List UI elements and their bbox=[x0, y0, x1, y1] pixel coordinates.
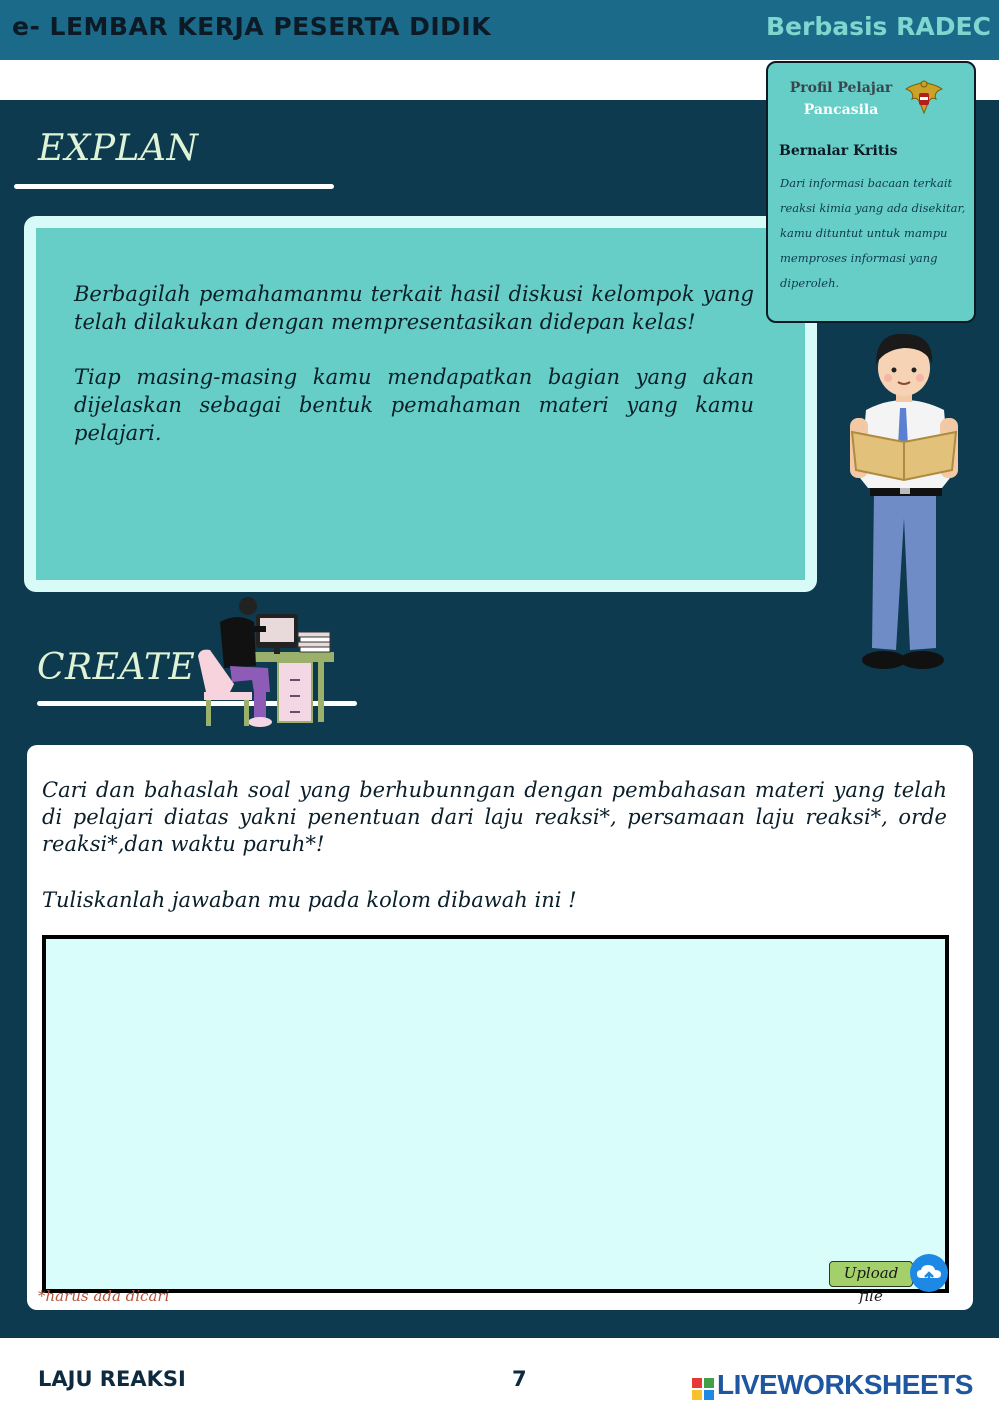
create-paragraph-2: Tuliskanlah jawaban mu pada kolom dibawah ini ! bbox=[42, 888, 577, 912]
profil-description: Dari informasi bacaan terkait reaksi kimia yang ada disekitar, kamu dituntut untuk mampu memproses informasi yang diperoleh. bbox=[780, 176, 966, 290]
answer-textarea[interactable] bbox=[42, 935, 949, 1293]
profil-title-line1: Profil Pelajar bbox=[789, 80, 893, 96]
liveworksheets-brand: LIVEWORKSHEETS bbox=[717, 1369, 973, 1400]
garuda-emblem-icon bbox=[902, 75, 946, 119]
explan-paragraph-2: Tiap masing-masing kamu mendapatkan bagian yang akan dijelaskan sebagai bentuk pemahaman materi yang kamu pelajari. bbox=[74, 365, 754, 445]
explan-underline bbox=[14, 184, 334, 189]
explan-heading: EXPLAN bbox=[38, 128, 199, 169]
student-reading-illustration bbox=[846, 328, 962, 674]
create-heading: CREATE bbox=[37, 647, 196, 688]
footer-topic: LAJU REAKSI bbox=[38, 1367, 186, 1391]
header-bar bbox=[0, 0, 999, 60]
upload-file-button[interactable]: Upload file bbox=[829, 1261, 913, 1287]
liveworksheets-logo-icon bbox=[692, 1378, 714, 1400]
explan-instructions bbox=[74, 280, 754, 474]
document-title: e- LEMBAR KERJA PESERTA DIDIK bbox=[12, 12, 492, 41]
profil-title bbox=[780, 77, 902, 121]
page-number: 7 bbox=[512, 1367, 527, 1391]
cloud-upload-icon bbox=[910, 1254, 948, 1292]
profil-pelajar-card bbox=[766, 61, 976, 323]
worker-at-desk-illustration bbox=[194, 596, 336, 728]
footnote: *harus ada dicari bbox=[38, 1287, 170, 1305]
upload-cloud-button[interactable] bbox=[910, 1254, 948, 1292]
create-paragraph-1: Cari dan bahaslah soal yang berhubunngan dengan pembahasan materi yang telah di pelajari diatas yakni penentuan dari laju reaksi*, persamaan laju reaksi*, orde reaksi*,dan waktu paruh*! bbox=[42, 778, 947, 856]
create-instructions bbox=[42, 777, 947, 943]
profil-title-line2: Pancasila bbox=[803, 102, 879, 118]
method-badge: Berbasis RADEC bbox=[766, 12, 991, 41]
profil-subtitle: Bernalar Kritis bbox=[779, 143, 898, 159]
explan-paragraph-1: Berbagilah pemahamanmu terkait hasil diskusi kelompok yang telah dilakukan dengan mempresentasikan didepan kelas! bbox=[74, 282, 754, 334]
